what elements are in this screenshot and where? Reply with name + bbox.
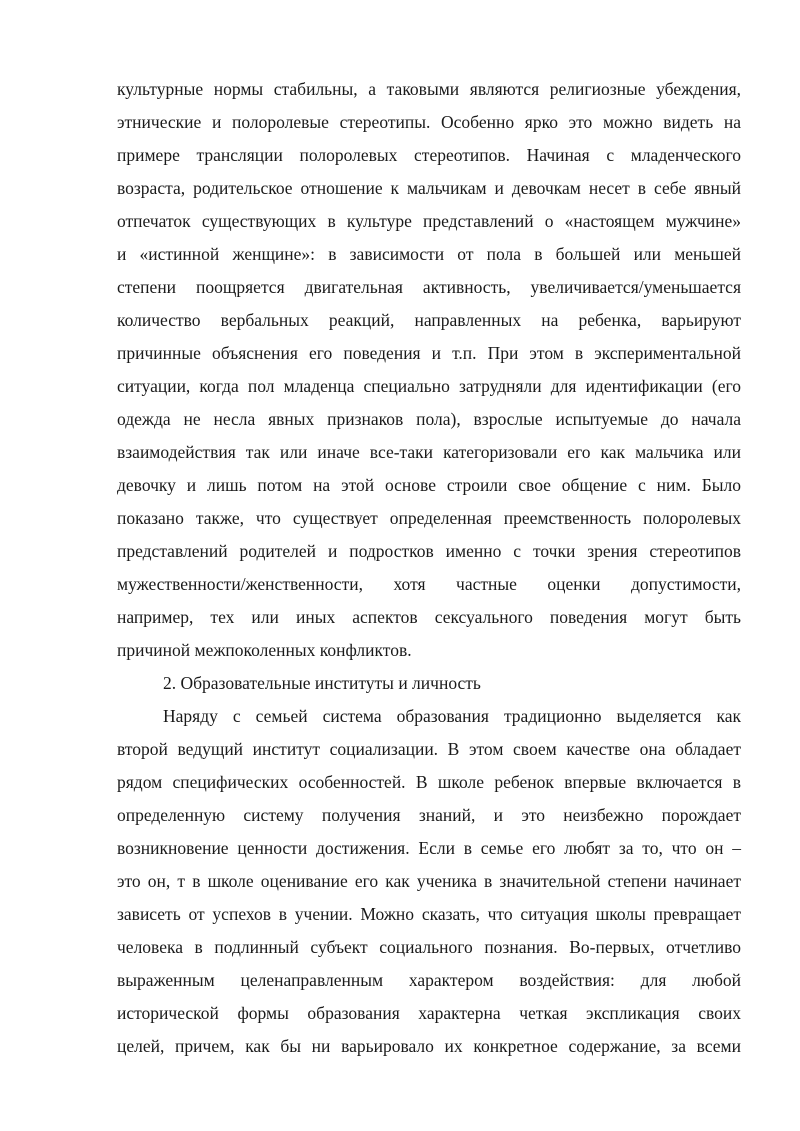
text-line: этнические и полоролевые стереотипы. Особенно ярко это можно видеть на xyxy=(117,112,741,132)
text-line: причинные объяснения его поведения и т.п. При этом в экспериментальной xyxy=(117,343,741,363)
text-line: человека в подлинный субъект социального познания. Во-первых, отчетливо xyxy=(117,937,741,957)
text-line: взаимодействия так или иначе все-таки категоризовали его как мальчика или xyxy=(117,442,741,462)
text-line: примере трансляции полоролевых стереотипов. Начиная с младенческого xyxy=(117,145,741,165)
text-line: отпечаток существующих в культуре представлений о «настоящем мужчине» xyxy=(117,211,741,231)
section-heading: 2. Образовательные институты и личность xyxy=(163,673,481,693)
text-line: исторической формы образования характерна четкая экспликация своих xyxy=(117,1003,741,1023)
text-line: рядом специфических особенностей. В школе ребенок впервые включается в xyxy=(117,772,741,792)
text-line: зависеть от успехов в учении. Можно сказать, что ситуация школы превращает xyxy=(117,904,741,924)
text-line: одежда не несла явных признаков пола), взрослые испытуемые до начала xyxy=(117,409,741,429)
text-line: целей, причем, как бы ни варьировало их конкретное содержание, за всеми xyxy=(117,1036,741,1056)
text-line: показано также, что существует определенная преемственность полоролевых xyxy=(117,508,741,528)
text-line: мужественности/женственности, хотя частные оценки допустимости, xyxy=(117,574,741,594)
text-line: количество вербальных реакций, направленных на ребенка, варьируют xyxy=(117,310,741,330)
text-line: представлений родителей и подростков именно с точки зрения стереотипов xyxy=(117,541,741,561)
text-line: ситуации, когда пол младенца специально затрудняли для идентификации (его xyxy=(117,376,741,396)
text-line: степени поощряется двигательная активность, увеличивается/уменьшается xyxy=(117,277,741,297)
text-line: определенную систему получения знаний, и это неизбежно порождает xyxy=(117,805,741,825)
text-line: Наряду с семьей система образования традиционно выделяется как xyxy=(163,706,741,726)
text-line: девочку и лишь потом на этой основе строили свое общение с ним. Было xyxy=(117,475,741,495)
text-line: возникновение ценности достижения. Если в семье его любят за то, что он – xyxy=(117,838,741,858)
text-line: и «истинной женщине»: в зависимости от пола в большей или меньшей xyxy=(117,244,741,264)
text-line: это он, т в школе оценивание его как ученика в значительной степени начинает xyxy=(117,871,741,891)
text-line: причиной межпоколенных конфликтов. xyxy=(117,640,412,660)
text-line: возраста, родительское отношение к мальчикам и девочкам несет в себе явный xyxy=(117,178,741,198)
text-line: выраженным целенаправленным характером воздействия: для любой xyxy=(117,970,741,990)
text-line: культурные нормы стабильны, а таковыми являются религиозные убеждения, xyxy=(117,79,741,99)
text-line: второй ведущий институт социализации. В этом своем качестве она обладает xyxy=(117,739,741,759)
text-line: например, тех или иных аспектов сексуального поведения могут быть xyxy=(117,607,741,627)
